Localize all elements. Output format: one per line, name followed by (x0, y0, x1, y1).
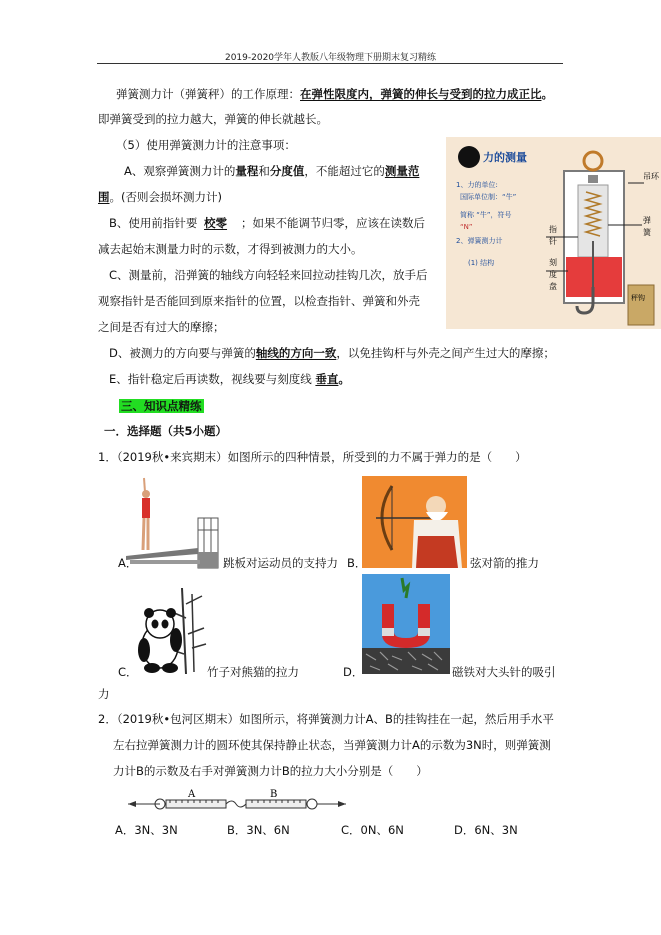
diving-board-picture (126, 474, 220, 570)
notes-heading: （5）使用弹簧测力计的注意事项： (116, 138, 296, 152)
fig-text-6: (1) 结构 (468, 259, 495, 267)
question-2-stem-3: 力计B的示数及右手对弹簧测力计B的拉力大小分别是（ ） (113, 764, 428, 778)
note-e-blank: 垂直 (315, 372, 339, 386)
note-a-line-1 (124, 163, 419, 179)
note-e-end: 。 (338, 372, 350, 386)
note-e-text: E、指针稳定后再读数，视线要与刻度线 (109, 372, 312, 386)
header-rule (97, 63, 563, 64)
option-d-text-2: 力 (98, 687, 110, 701)
option-c-image (130, 584, 210, 674)
note-a-division: 分度值 (269, 164, 305, 178)
note-a-text-2: ，不能超过它的 (304, 164, 385, 178)
question-2-stem-2: 左右拉弹簧测力计的圆环使其保持静止状态，当弹簧测力计A的示数为3N时，则弹簧测 (113, 738, 551, 752)
principle-line (116, 86, 553, 102)
note-d-blank: 轴线的方向一致 (255, 346, 337, 360)
note-d-text-2: ，以免挂钩杆与外壳之间产生过大的摩擦； (336, 346, 555, 360)
principle-line-2: 即弹簧受到的拉力越大，弹簧的伸长就越长。 (98, 112, 328, 126)
option-a-text: 跳板对运动员的支持力 (223, 556, 338, 570)
note-b-line-1 (109, 215, 425, 231)
option-2d: D．6N、3N (454, 823, 518, 837)
note-a-and: 和 (258, 164, 270, 178)
note-a-range: 量程 (235, 164, 259, 178)
note-c-line-2: 观察指针是否能回到原来指针的位置，以检查指针、弹簧和外壳 (98, 294, 420, 308)
option-a-image (126, 474, 220, 570)
spring-scale-figure (446, 137, 661, 329)
note-b-text: B、使用前指针要 (109, 216, 198, 230)
spring-scales-diagram (126, 786, 348, 814)
note-b-blank: 校零 (204, 216, 228, 230)
page-header: 2019-2020学年人教版八年级物理下册期末复习精练 (224, 53, 437, 63)
fig-label-ring: 吊环 (643, 172, 659, 181)
note-a-text: A、观察弹簧测力计的 (124, 164, 236, 178)
option-c-letter: C． (118, 665, 138, 679)
note-a-line-2 (98, 189, 222, 205)
note-b-line-2: 减去起始末测量力时的示数，才得到被测力的大小。 (98, 242, 363, 256)
section-title (119, 398, 204, 414)
fig-label-scale-3: 盘 (549, 282, 557, 291)
question-1-stem: 1．（2019秋•来宾期末）如图所示的四种情景，所受到的力不属于弹力的是（ ） (98, 450, 527, 464)
option-b-letter: B． (347, 556, 367, 570)
option-2c: C．0N、6N (341, 823, 404, 837)
fig-text-4: “N” (460, 223, 473, 231)
fig-label-pointer-1: 指 (549, 225, 557, 234)
note-a-blank: 测量范 (384, 164, 420, 178)
fig-text-2: 国际单位制：“牛” (460, 193, 517, 201)
fig-text-3: 简称 “牛”，符号 (460, 211, 512, 219)
panda-bamboo-picture (130, 584, 210, 674)
note-e-line (109, 371, 350, 387)
section-title-text: 三、知识点精练 (121, 399, 202, 413)
note-d-text: D、被测力的方向要与弹簧的 (109, 346, 256, 360)
fig-label-spring-1: 弹 (643, 216, 651, 225)
principle-end: 。 (541, 87, 553, 101)
note-c-line-1: C、测量前，沿弹簧的轴线方向轻轻来回拉动挂钩几次，放手后 (109, 268, 428, 282)
fig-label-spring-2: 簧 (643, 228, 651, 237)
scale-label-b: B (270, 789, 278, 800)
fig-label-pointer-2: 针 (549, 237, 557, 246)
option-b-text: 弦对箭的推力 (470, 556, 539, 570)
scale-label-a: A (188, 789, 196, 800)
principle-emphasis: 在弹性限度内，弹簧的伸长与受到的拉力成正比 (300, 87, 542, 101)
option-2a: A．3N、3N (115, 823, 178, 837)
option-a-letter: A． (118, 556, 138, 570)
question-2-stem-1: 2．（2019秋•包河区期末）如图所示，将弹簧测力计A、B的挂钩挂在一起，然后用手水平 (98, 712, 554, 726)
note-c-line-3: 之间是否有过大的摩擦； (98, 320, 225, 334)
spring-scales-figure (126, 786, 348, 814)
principle-prefix: 弹簧测力计（弹簧秤）的工作原理： (116, 87, 300, 101)
option-b-image (362, 476, 467, 568)
option-c-text: 竹子对熊猫的拉力 (207, 665, 299, 679)
subsection-title: 一．选择题（共5小题） (104, 424, 228, 438)
fig-label-scale-1: 刻 (549, 258, 557, 267)
option-d-image (362, 574, 450, 674)
option-d-letter: D． (343, 665, 364, 679)
note-b-text-2: ；如果不能调节归零，应该在读数后 (241, 216, 426, 230)
note-a-text-3: 。(否则会损坏测力计) (109, 190, 222, 204)
note-d-line (109, 345, 555, 361)
note-a-blank-2: 围 (98, 190, 110, 204)
spring-scale-diagram (446, 137, 661, 329)
fig-label-scale-2: 度 (549, 270, 557, 279)
fig-text-1: 1、力的单位: (456, 181, 498, 189)
archer-picture (362, 476, 467, 568)
option-2b: B．3N、6N (227, 823, 290, 837)
fig-label-hook: 秤钩 (631, 294, 645, 302)
fig-text-5: 2、弹簧测力计 (456, 237, 503, 245)
magnet-pins-picture (362, 574, 450, 674)
fig-title: 力的测量 (483, 151, 527, 164)
option-d-text: 磁铁对大头针的吸引 (452, 665, 556, 679)
